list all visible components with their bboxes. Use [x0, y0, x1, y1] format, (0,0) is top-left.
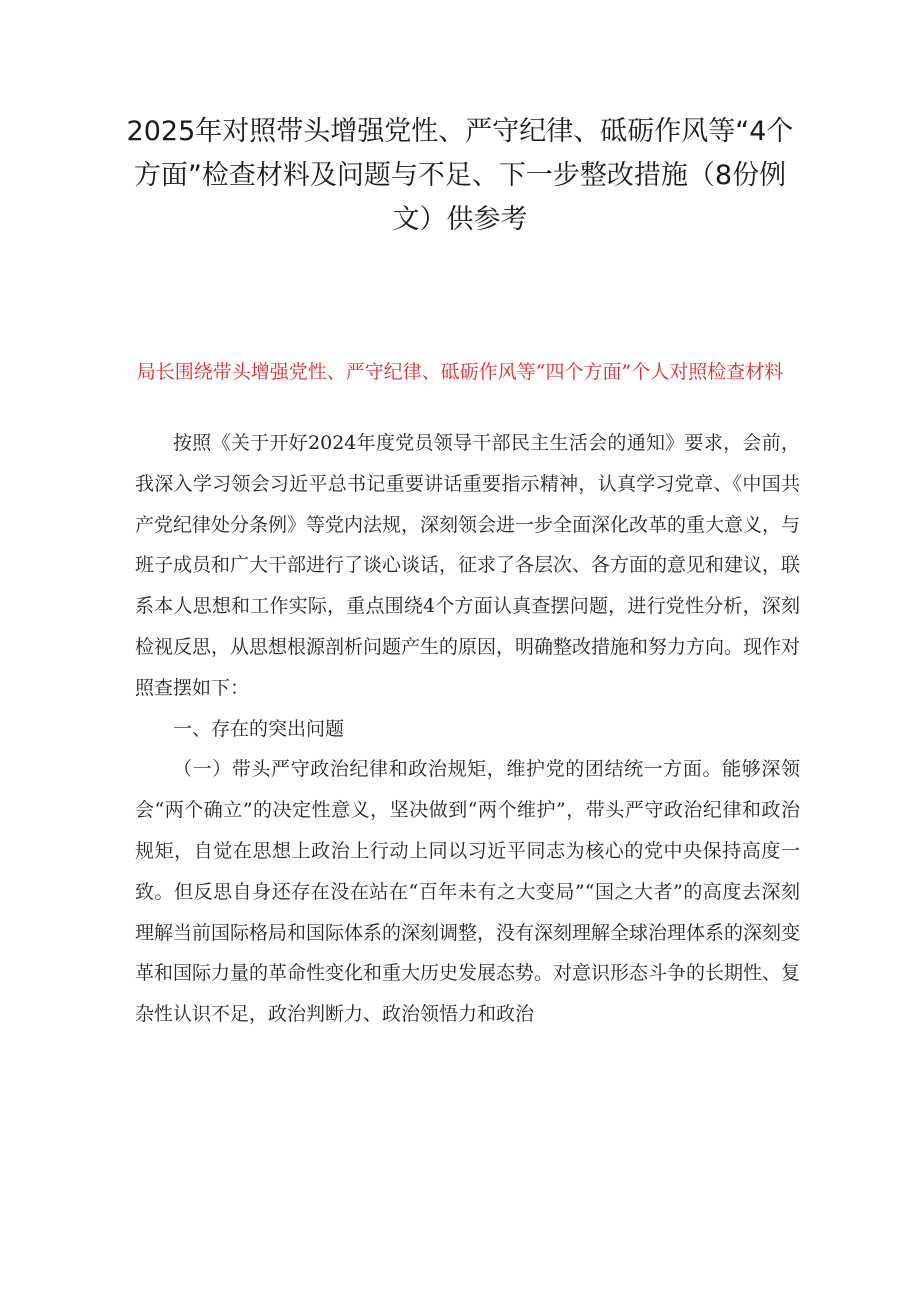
paragraph-intro: 按照《关于开好2024年度党员领导干部民主生活会的通知》要求，会前，我深入学习领会习近平总书记重要讲话重要指示精神，认真学习党章、《中国共产党纪律处分条例》等党内法规，深刻领会进一步全面深化改革的重大意义，与班子成员和广大干部进行了谈心谈话，征求了各层次、各方面的意见和建议，联系本人思想和工作实际，重点围绕4个方面认真查摆问题，进行党性分析，深刻检视反思，从思想根源剖析问题产生的原因，明确整改措施和努力方向。现作对照查摆如下： — [135, 432, 801, 699]
document-subtitle: 局长围绕带头增强党性、严守纪律、砥砺作风等“四个方面”个人对照检查材料 — [136, 361, 784, 383]
section-heading: 一、存在的突出问题 — [173, 717, 345, 740]
document-title: 2025年对照带头增强党性、严守纪律、砥砺作风等“4个方面”检查材料及问题与不足、下一步整改措施（8份例文）供参考 — [126, 116, 794, 235]
paragraph-item-1: （一）带头严守政治纪律和政治规矩，维护党的团结统一方面。能够深领会“两个确立”的决定性意义，坚决做到“两个维护”，带头严守政治纪律和政治规矩，自觉在思想上政治上行动上同以习近平同志为核心的党中央保持高度一致。但反思自身还存在没在站在“百年未有之大变局”“国之大者”的高度去深刻理解当前国际格局和国际体系的深刻调整，没有深刻理解全球治理体系的深刻变革和国际力量的革命性变化和重大历史发展态势。对意识形态斗争的长期性、复杂性认识不足，政治判断力、政治领悟力和政治 — [135, 758, 801, 1026]
document-body — [135, 423, 800, 1035]
